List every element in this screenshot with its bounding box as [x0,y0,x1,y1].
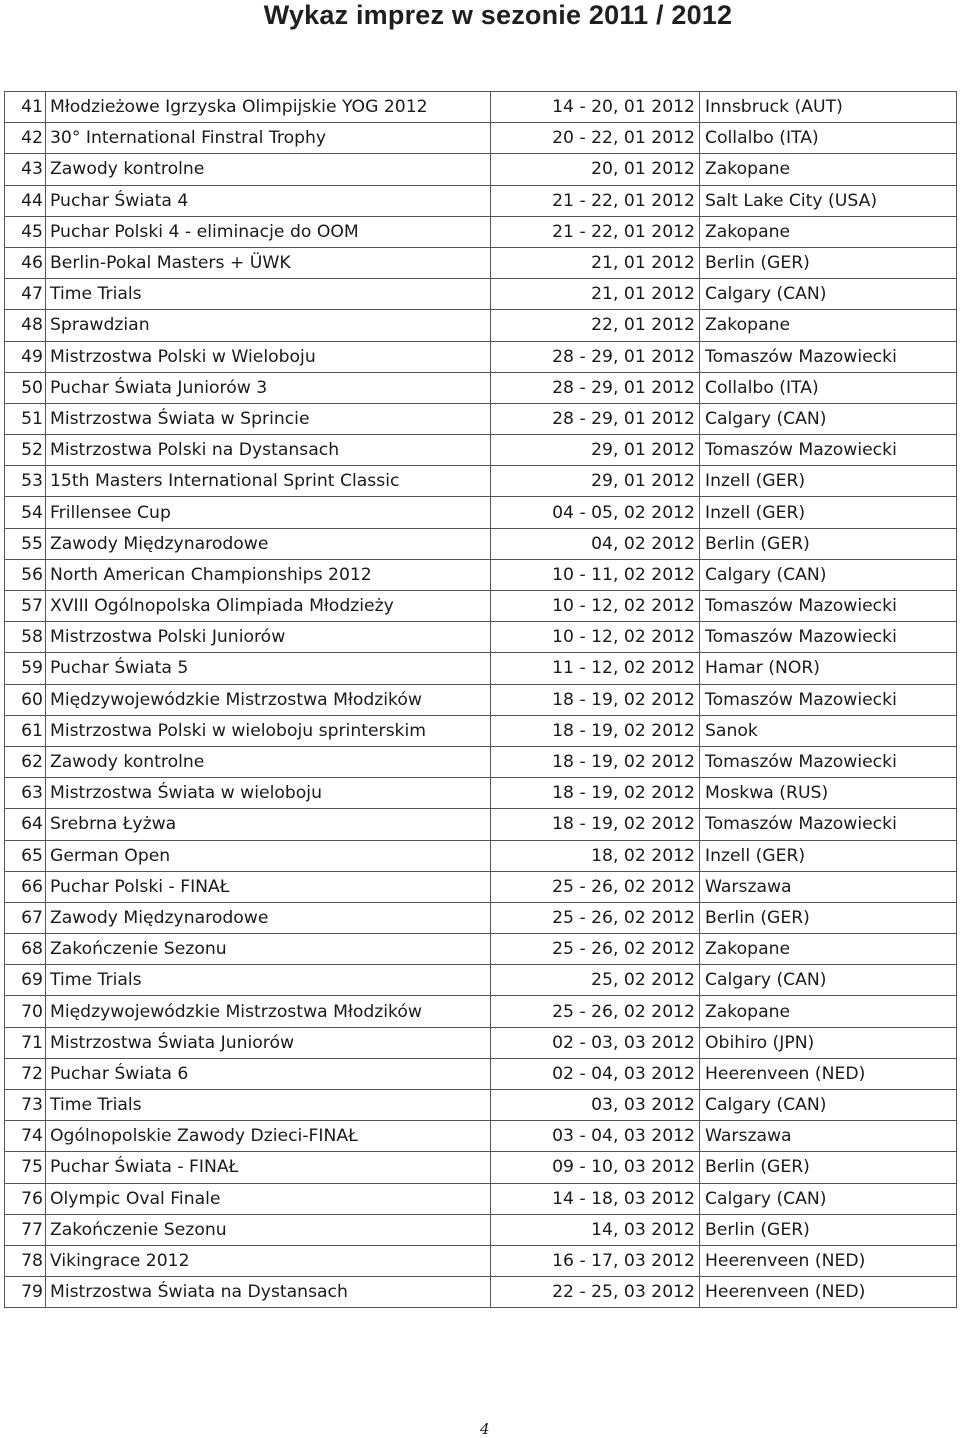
event-date: 21 - 22, 01 2012 [491,185,700,216]
event-date: 28 - 29, 01 2012 [491,403,700,434]
event-date: 21, 01 2012 [491,247,700,278]
event-name: Puchar Świata 6 [46,1058,491,1089]
event-number: 73 [5,1090,46,1121]
event-number: 75 [5,1152,46,1183]
event-date: 18 - 19, 02 2012 [491,746,700,777]
event-place: Tomaszów Mazowiecki [700,746,957,777]
event-date: 29, 01 2012 [491,435,700,466]
event-date: 21, 01 2012 [491,279,700,310]
event-number: 51 [5,403,46,434]
event-name: Srebrna Łyżwa [46,809,491,840]
table-row [5,247,957,278]
event-date: 02 - 03, 03 2012 [491,1027,700,1058]
event-date: 11 - 12, 02 2012 [491,653,700,684]
event-place: Zakopane [700,154,957,185]
table-row [5,1183,957,1214]
event-name: Time Trials [46,965,491,996]
event-name: Zawody Międzynarodowe [46,528,491,559]
event-date: 28 - 29, 01 2012 [491,372,700,403]
event-name: Vikingrace 2012 [46,1245,491,1276]
table-row [5,1152,957,1183]
event-name: Puchar Świata - FINAŁ [46,1152,491,1183]
event-number: 76 [5,1183,46,1214]
event-place: Berlin (GER) [700,1214,957,1245]
event-number: 66 [5,871,46,902]
event-place: Innsbruck (AUT) [700,92,957,123]
event-name: Puchar Świata Juniorów 3 [46,372,491,403]
event-place: Moskwa (RUS) [700,778,957,809]
event-place: Heerenveen (NED) [700,1277,957,1308]
event-date: 02 - 04, 03 2012 [491,1058,700,1089]
event-name: Puchar Świata 5 [46,653,491,684]
table-row [5,216,957,247]
page-number: 4 [480,1420,490,1438]
event-date: 21 - 22, 01 2012 [491,216,700,247]
event-date: 18 - 19, 02 2012 [491,778,700,809]
event-name: Mistrzostwa Polski w wieloboju sprinterskim [46,715,491,746]
event-place: Calgary (CAN) [700,965,957,996]
events-table-body [5,92,957,1308]
event-place: Heerenveen (NED) [700,1058,957,1089]
table-row [5,123,957,154]
event-number: 78 [5,1245,46,1276]
table-row [5,92,957,123]
event-place: Warszawa [700,871,957,902]
event-date: 10 - 12, 02 2012 [491,622,700,653]
event-number: 54 [5,497,46,528]
event-number: 53 [5,466,46,497]
event-number: 44 [5,185,46,216]
table-row [5,1121,957,1152]
table-row [5,934,957,965]
table-row [5,403,957,434]
event-number: 45 [5,216,46,247]
event-name: Frillensee Cup [46,497,491,528]
event-name: Mistrzostwa Świata Juniorów [46,1027,491,1058]
event-date: 14, 03 2012 [491,1214,700,1245]
event-place: Tomaszów Mazowiecki [700,809,957,840]
event-number: 69 [5,965,46,996]
table-row [5,1058,957,1089]
event-place: Warszawa [700,1121,957,1152]
event-name: Mistrzostwa Świata w Sprincie [46,403,491,434]
event-place: Hamar (NOR) [700,653,957,684]
event-date: 10 - 11, 02 2012 [491,559,700,590]
event-name: Mistrzostwa Świata w wieloboju [46,778,491,809]
event-number: 70 [5,996,46,1027]
event-number: 50 [5,372,46,403]
event-number: 43 [5,154,46,185]
table-row [5,871,957,902]
table-row [5,559,957,590]
event-date: 16 - 17, 03 2012 [491,1245,700,1276]
table-row [5,684,957,715]
event-number: 41 [5,92,46,123]
table-row [5,435,957,466]
event-name: Młodzieżowe Igrzyska Olimpijskie YOG 2012 [46,92,491,123]
event-number: 74 [5,1121,46,1152]
event-place: Inzell (GER) [700,497,957,528]
event-name: Sprawdzian [46,310,491,341]
event-date: 25 - 26, 02 2012 [491,902,700,933]
event-place: Tomaszów Mazowiecki [700,622,957,653]
event-name: Międzywojewódzkie Mistrzostwa Młodzików [46,684,491,715]
event-place: Calgary (CAN) [700,1090,957,1121]
table-row [5,965,957,996]
event-date: 04, 02 2012 [491,528,700,559]
event-number: 55 [5,528,46,559]
event-place: Zakopane [700,216,957,247]
event-place: Inzell (GER) [700,840,957,871]
event-date: 22, 01 2012 [491,310,700,341]
table-row [5,154,957,185]
event-number: 68 [5,934,46,965]
event-place: Berlin (GER) [700,247,957,278]
event-date: 25, 02 2012 [491,965,700,996]
event-date: 18, 02 2012 [491,840,700,871]
event-place: Tomaszów Mazowiecki [700,435,957,466]
event-date: 18 - 19, 02 2012 [491,809,700,840]
event-number: 79 [5,1277,46,1308]
table-row [5,497,957,528]
table-row [5,372,957,403]
event-name: Zakończenie Sezonu [46,934,491,965]
table-row [5,279,957,310]
event-date: 14 - 20, 01 2012 [491,92,700,123]
event-place: Calgary (CAN) [700,559,957,590]
table-row [5,528,957,559]
table-row [5,653,957,684]
event-place: Inzell (GER) [700,466,957,497]
table-row [5,1214,957,1245]
event-name: Zakończenie Sezonu [46,1214,491,1245]
event-number: 47 [5,279,46,310]
event-date: 25 - 26, 02 2012 [491,871,700,902]
event-place: Heerenveen (NED) [700,1245,957,1276]
event-place: Salt Lake City (USA) [700,185,957,216]
event-place: Sanok [700,715,957,746]
event-name: Puchar Polski - FINAŁ [46,871,491,902]
event-date: 10 - 12, 02 2012 [491,591,700,622]
table-row [5,591,957,622]
event-name: Zawody kontrolne [46,154,491,185]
event-number: 77 [5,1214,46,1245]
event-place: Tomaszów Mazowiecki [700,591,957,622]
event-place: Berlin (GER) [700,528,957,559]
event-name: Berlin-Pokal Masters + ÜWK [46,247,491,278]
table-row [5,746,957,777]
event-place: Collalbo (ITA) [700,123,957,154]
event-number: 59 [5,653,46,684]
event-place: Zakopane [700,996,957,1027]
event-number: 71 [5,1027,46,1058]
event-name: 15th Masters International Sprint Classic [46,466,491,497]
event-date: 22 - 25, 03 2012 [491,1277,700,1308]
table-row [5,996,957,1027]
event-name: North American Championships 2012 [46,559,491,590]
event-date: 25 - 26, 02 2012 [491,996,700,1027]
event-date: 25 - 26, 02 2012 [491,934,700,965]
event-place: Tomaszów Mazowiecki [700,684,957,715]
event-number: 52 [5,435,46,466]
event-number: 61 [5,715,46,746]
event-number: 64 [5,809,46,840]
event-place: Berlin (GER) [700,902,957,933]
event-number: 49 [5,341,46,372]
table-row [5,310,957,341]
event-number: 60 [5,684,46,715]
event-place: Obihiro (JPN) [700,1027,957,1058]
event-name: Mistrzostwa Polski w Wieloboju [46,341,491,372]
event-name: Międzywojewódzkie Mistrzostwa Młodzików [46,996,491,1027]
event-date: 03 - 04, 03 2012 [491,1121,700,1152]
event-name: Time Trials [46,1090,491,1121]
event-date: 20 - 22, 01 2012 [491,123,700,154]
event-place: Zakopane [700,934,957,965]
table-row [5,622,957,653]
event-name: Mistrzostwa Polski na Dystansach [46,435,491,466]
page-title: Wykaz imprez w sezonie 2011 / 2012 [263,0,733,30]
event-place: Calgary (CAN) [700,1183,957,1214]
table-row [5,1245,957,1276]
event-date: 04 - 05, 02 2012 [491,497,700,528]
table-row [5,902,957,933]
event-number: 63 [5,778,46,809]
event-date: 09 - 10, 03 2012 [491,1152,700,1183]
event-date: 29, 01 2012 [491,466,700,497]
event-place: Berlin (GER) [700,1152,957,1183]
events-table [4,91,957,1308]
table-row [5,715,957,746]
event-date: 14 - 18, 03 2012 [491,1183,700,1214]
event-place: Calgary (CAN) [700,279,957,310]
event-name: 30° International Finstral Trophy [46,123,491,154]
event-name: Time Trials [46,279,491,310]
event-date: 03, 03 2012 [491,1090,700,1121]
table-row [5,1027,957,1058]
event-name: Zawody kontrolne [46,746,491,777]
event-name: German Open [46,840,491,871]
event-place: Tomaszów Mazowiecki [700,341,957,372]
event-date: 28 - 29, 01 2012 [491,341,700,372]
table-row [5,809,957,840]
event-name: Puchar Świata 4 [46,185,491,216]
event-number: 57 [5,591,46,622]
event-date: 18 - 19, 02 2012 [491,715,700,746]
event-number: 72 [5,1058,46,1089]
event-name: Ogólnopolskie Zawody Dzieci-FINAŁ [46,1121,491,1152]
event-number: 46 [5,247,46,278]
event-name: Zawody Międzynarodowe [46,902,491,933]
table-row [5,466,957,497]
table-row [5,1277,957,1308]
table-row [5,341,957,372]
event-place: Zakopane [700,310,957,341]
event-date: 20, 01 2012 [491,154,700,185]
table-row [5,840,957,871]
event-number: 65 [5,840,46,871]
event-name: Puchar Polski 4 - eliminacje do OOM [46,216,491,247]
event-number: 56 [5,559,46,590]
table-row [5,778,957,809]
event-place: Calgary (CAN) [700,403,957,434]
event-name: XVIII Ogólnopolska Olimpiada Młodzieży [46,591,491,622]
event-place: Collalbo (ITA) [700,372,957,403]
event-number: 58 [5,622,46,653]
event-name: Olympic Oval Finale [46,1183,491,1214]
event-number: 62 [5,746,46,777]
event-date: 18 - 19, 02 2012 [491,684,700,715]
event-name: Mistrzostwa Polski Juniorów [46,622,491,653]
table-row [5,1090,957,1121]
event-number: 48 [5,310,46,341]
table-row [5,185,957,216]
event-name: Mistrzostwa Świata na Dystansach [46,1277,491,1308]
event-number: 67 [5,902,46,933]
event-number: 42 [5,123,46,154]
